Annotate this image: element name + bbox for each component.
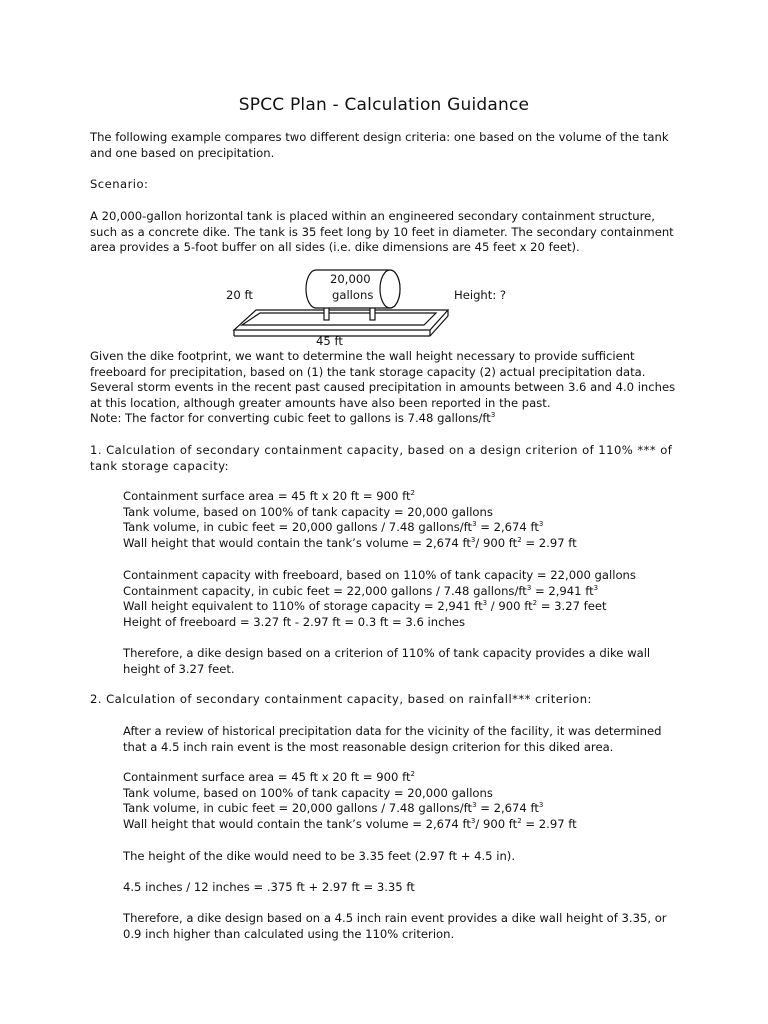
tank-capacity-label: 20,000	[330, 272, 371, 286]
section1-conclusion: Therefore, a dike design based on a criterion of 110% of tank capacity provides a dike wall height of 3.27 feet.	[123, 646, 651, 676]
section2-calc-group	[123, 770, 683, 832]
section2-heading: 2. Calculation of secondary containment capacity, based on rainfall*** criterion:	[90, 692, 592, 706]
s1-surface-area: Containment surface area = 45 ft x 20 ft = 900 $ft^2$	[123, 489, 415, 503]
s1-freeboard-height: Height of freeboard = 3.27 ft - 2.97 ft = 0.3 ft = 3.6 inches	[123, 614, 465, 629]
intro-paragraph: The following example compares two different design criteria: one based on the volume of the tank and one based on precipitation.	[90, 130, 669, 160]
s1-wall-height-110: Wall height equivalent to 110% of storage capacity = 2,941 $ft^3 / 900$ $ft^2 = 3.27$ feet	[123, 599, 607, 613]
s1-tank-volume-cubic: Tank volume, in cubic feet = 20,000 gallons / 7.48 gallons/$ft^3 = 2,674$ $ft^3$	[123, 520, 544, 534]
given-paragraph: Given the dike footprint, we want to determine the wall height necessary to provide sufficient freeboard for precipitation, based on (1) the tank storage capacity (2) actual precipitation data. Several storm events in the recent past caused precipitation in amounts between 3.6 and 4.0 inches at this location, although greater amounts have also been reported in the past.	[90, 349, 676, 410]
s1-tank-volume-gallons: Tank volume, based on 100% of tank capacity = 20,000 gallons	[123, 504, 493, 519]
tank-end	[380, 270, 400, 308]
tank-units-label: gallons	[332, 288, 374, 302]
conversion-note: Note: The factor for converting cubic feet to gallons is 7.48 gallons/$ft^3$	[90, 411, 496, 425]
page-title: SPCC Plan - Calculation Guidance	[238, 95, 530, 115]
section1-calc-group-2	[123, 568, 683, 630]
dike-height-label: Height: ?	[454, 288, 507, 302]
dike-length-label: 45 ft	[316, 334, 343, 348]
s1-wall-height: Wall height that would contain the tank’s volume = 2,674 $ft^3/$ 900 $ft^2 = 2.97$ ft	[123, 535, 577, 550]
s2-tank-volume-gallons: Tank volume, based on 100% of tank capacity = 20,000 gallons	[123, 785, 493, 800]
s2-wall-height: Wall height that would contain the tank’s volume = 2,674 $ft^3/$ 900 $ft^2 = 2.97$ ft	[123, 816, 577, 831]
s1-capacity-cubic: Containment capacity, in cubic feet = 22,000 gallons / 7.48 gallons/$ft^3 = 2,941$ $ft^3$	[123, 583, 599, 598]
dike-wall-inner	[242, 313, 436, 325]
scenario-paragraph: A 20,000-gallon horizontal tank is placed within an engineered secondary containment structure, such as a concrete dike. The tank is 35 feet long by 10 feet in diameter. The secondary containment area provides a 5-foot buffer on all sides (i.e. dike dimensions are 45 feet x 20 feet).	[90, 209, 674, 254]
s1-capacity-freeboard: Containment capacity with freeboard, based on 110% of tank capacity = 22,000 gallons	[123, 568, 636, 582]
section2-height-text: The height of the dike would need to be 3.35 feet (2.97 ft + 4.5 in).	[123, 849, 516, 863]
section1-heading: 1. Calculation of secondary containment capacity, based on a design criterion of 110% *** of tank storage capacity:	[90, 443, 673, 473]
section2-review: After a review of historical precipitation data for the vicinity of the facility, it was determined that a 4.5 inch rain event is the most reasonable design criterion for this diked area.	[123, 724, 662, 754]
s2-tank-volume-cubic: Tank volume, in cubic feet = 20,000 gallons / 7.48 gallons/$ft^3 = 2,674$ $ft^3$	[123, 801, 544, 815]
s2-surface-area: Containment surface area = 45 ft x 20 ft = 900 $ft^2$	[123, 770, 415, 784]
scenario-heading: Scenario:	[90, 177, 149, 191]
section1-calc-group-1	[123, 489, 683, 551]
dike-diagram	[220, 264, 520, 346]
section2-formula: 4.5 inches / 12 inches = .375 ft + 2.97 ft = 3.35 ft	[123, 880, 415, 894]
section2-conclusion: Therefore, a dike design based on a 4.5 inch rain event provides a dike wall height of 3.35, or 0.9 inch higher than calculated using the 110% criterion.	[123, 911, 667, 941]
dike-width-label: 20 ft	[226, 288, 253, 302]
